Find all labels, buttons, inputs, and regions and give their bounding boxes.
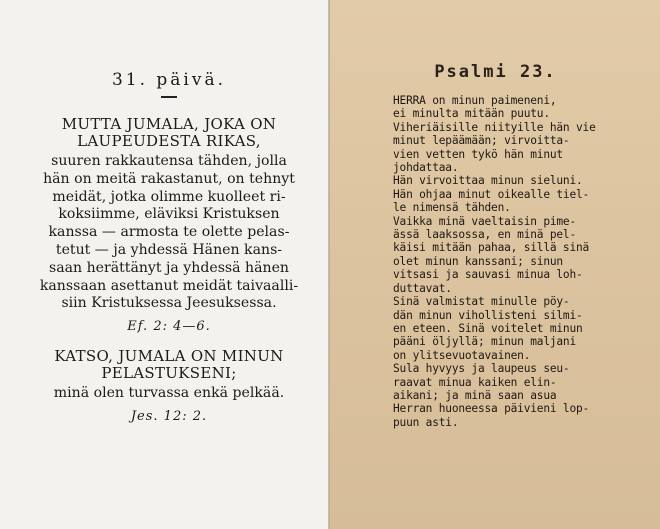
body-line: kanssa — armosta te olette pelas- [48,224,290,241]
heading-line: MUTTA JUMALA, JOKA ON [61,115,277,133]
verse-line: vitsasi ja sauvasi minua loh- [393,268,583,282]
heading-line: LAUPEUDESTA RIKAS, [77,132,261,150]
verse-line: on ylitsevuotavainen. [393,348,531,362]
passage-1-reference: Ef. 2: 4—6. [127,319,211,335]
verse-line: Hän virvoittaa minun sieluni. [393,174,583,188]
verse-line: minut lepäämään; virvoitta- [393,134,570,148]
verse-line: Sula hyvyys ja laupeus seu- [393,362,570,376]
body-line: siin Kristuksessa Jeesuksessa. [61,295,277,312]
passage-1-body [38,153,300,313]
body-line: tetut — ja yhdessä Hänen kans- [55,241,283,258]
verse-line: Vaikka minä vaeltaisin pime- [393,214,576,228]
body-line: kanssaan asettanut meidät taivaalli- [39,277,299,294]
verse-line: Hän ohjaa minut oikealle tiel- [393,187,590,201]
verse-line: HERRA on minun paimeneni, [393,94,557,107]
day-title: 31. päivä. [111,70,227,90]
verse-line: duttavat. [393,281,452,295]
body-line: saan herättänyt ja yhdessä hänen [48,259,290,276]
passage-1-heading [38,116,300,150]
verse-line: käisi mitään pahaa, sillä sinä [393,241,590,255]
body-line: minä olen turvassa enkä pelkää. [53,385,285,402]
body-line: koksiimme, eläviksi Kristuksen [58,206,280,223]
body-line: suuren rakkautensa tähden, jolla [51,153,287,169]
psalm-title: Psalmi 23. [434,62,557,82]
verse-line: dän minun vihollisteni silmi- [393,308,583,322]
psalm-text [393,94,598,429]
verse-line: johdattaa. [393,161,459,175]
heading-line: KATSO, JUMALA ON MINUN [54,347,284,366]
verse-line: vien vetten tykö hän minut [393,147,563,161]
heading-line: PELASTUKSENI; [101,364,237,383]
verse-line: aikani; ja minä saan asua [393,388,557,402]
right-page [330,0,660,529]
verse-line: ei minulta mitään puutu. [393,107,550,121]
passage-2 [38,348,300,424]
psalm-verse [393,174,598,214]
psalm-verse [393,362,598,429]
verse-line: Viheriäisille niityille hän vie [393,120,596,134]
verse-line: pääni öljyllä; minun maljani [393,335,576,349]
verse-line: raavat minua kaiken elin- [393,375,557,389]
psalm-verse [393,121,598,175]
passage-1 [38,116,300,334]
verse-line: Sinä valmistat minulle pöy- [393,295,570,309]
psalm-verse [393,215,598,295]
passage-2-reference: Jes. 12: 2. [130,408,208,424]
psalm-verse [393,94,598,121]
passage-2-heading [38,348,300,382]
verse-line: en eteen. Sinä voitelet minun [393,321,583,335]
verse-line: ässä laaksossa, en minä pel- [393,228,576,242]
body-line: hän on meitä rakastanut, on tehnyt [43,170,295,187]
verse-line: olet minun kanssani; sinun [393,254,563,268]
body-line: meidät, jotka olimme kuolleet ri- [52,188,286,205]
passage-2-body [38,385,300,403]
verse-line: le nimensä tähden. [393,201,511,215]
psalm-verse [393,295,598,362]
title-dash [161,96,177,98]
verse-line: puun asti. [393,415,459,429]
verse-line: Herran huoneessa päivieni lop- [393,402,590,416]
